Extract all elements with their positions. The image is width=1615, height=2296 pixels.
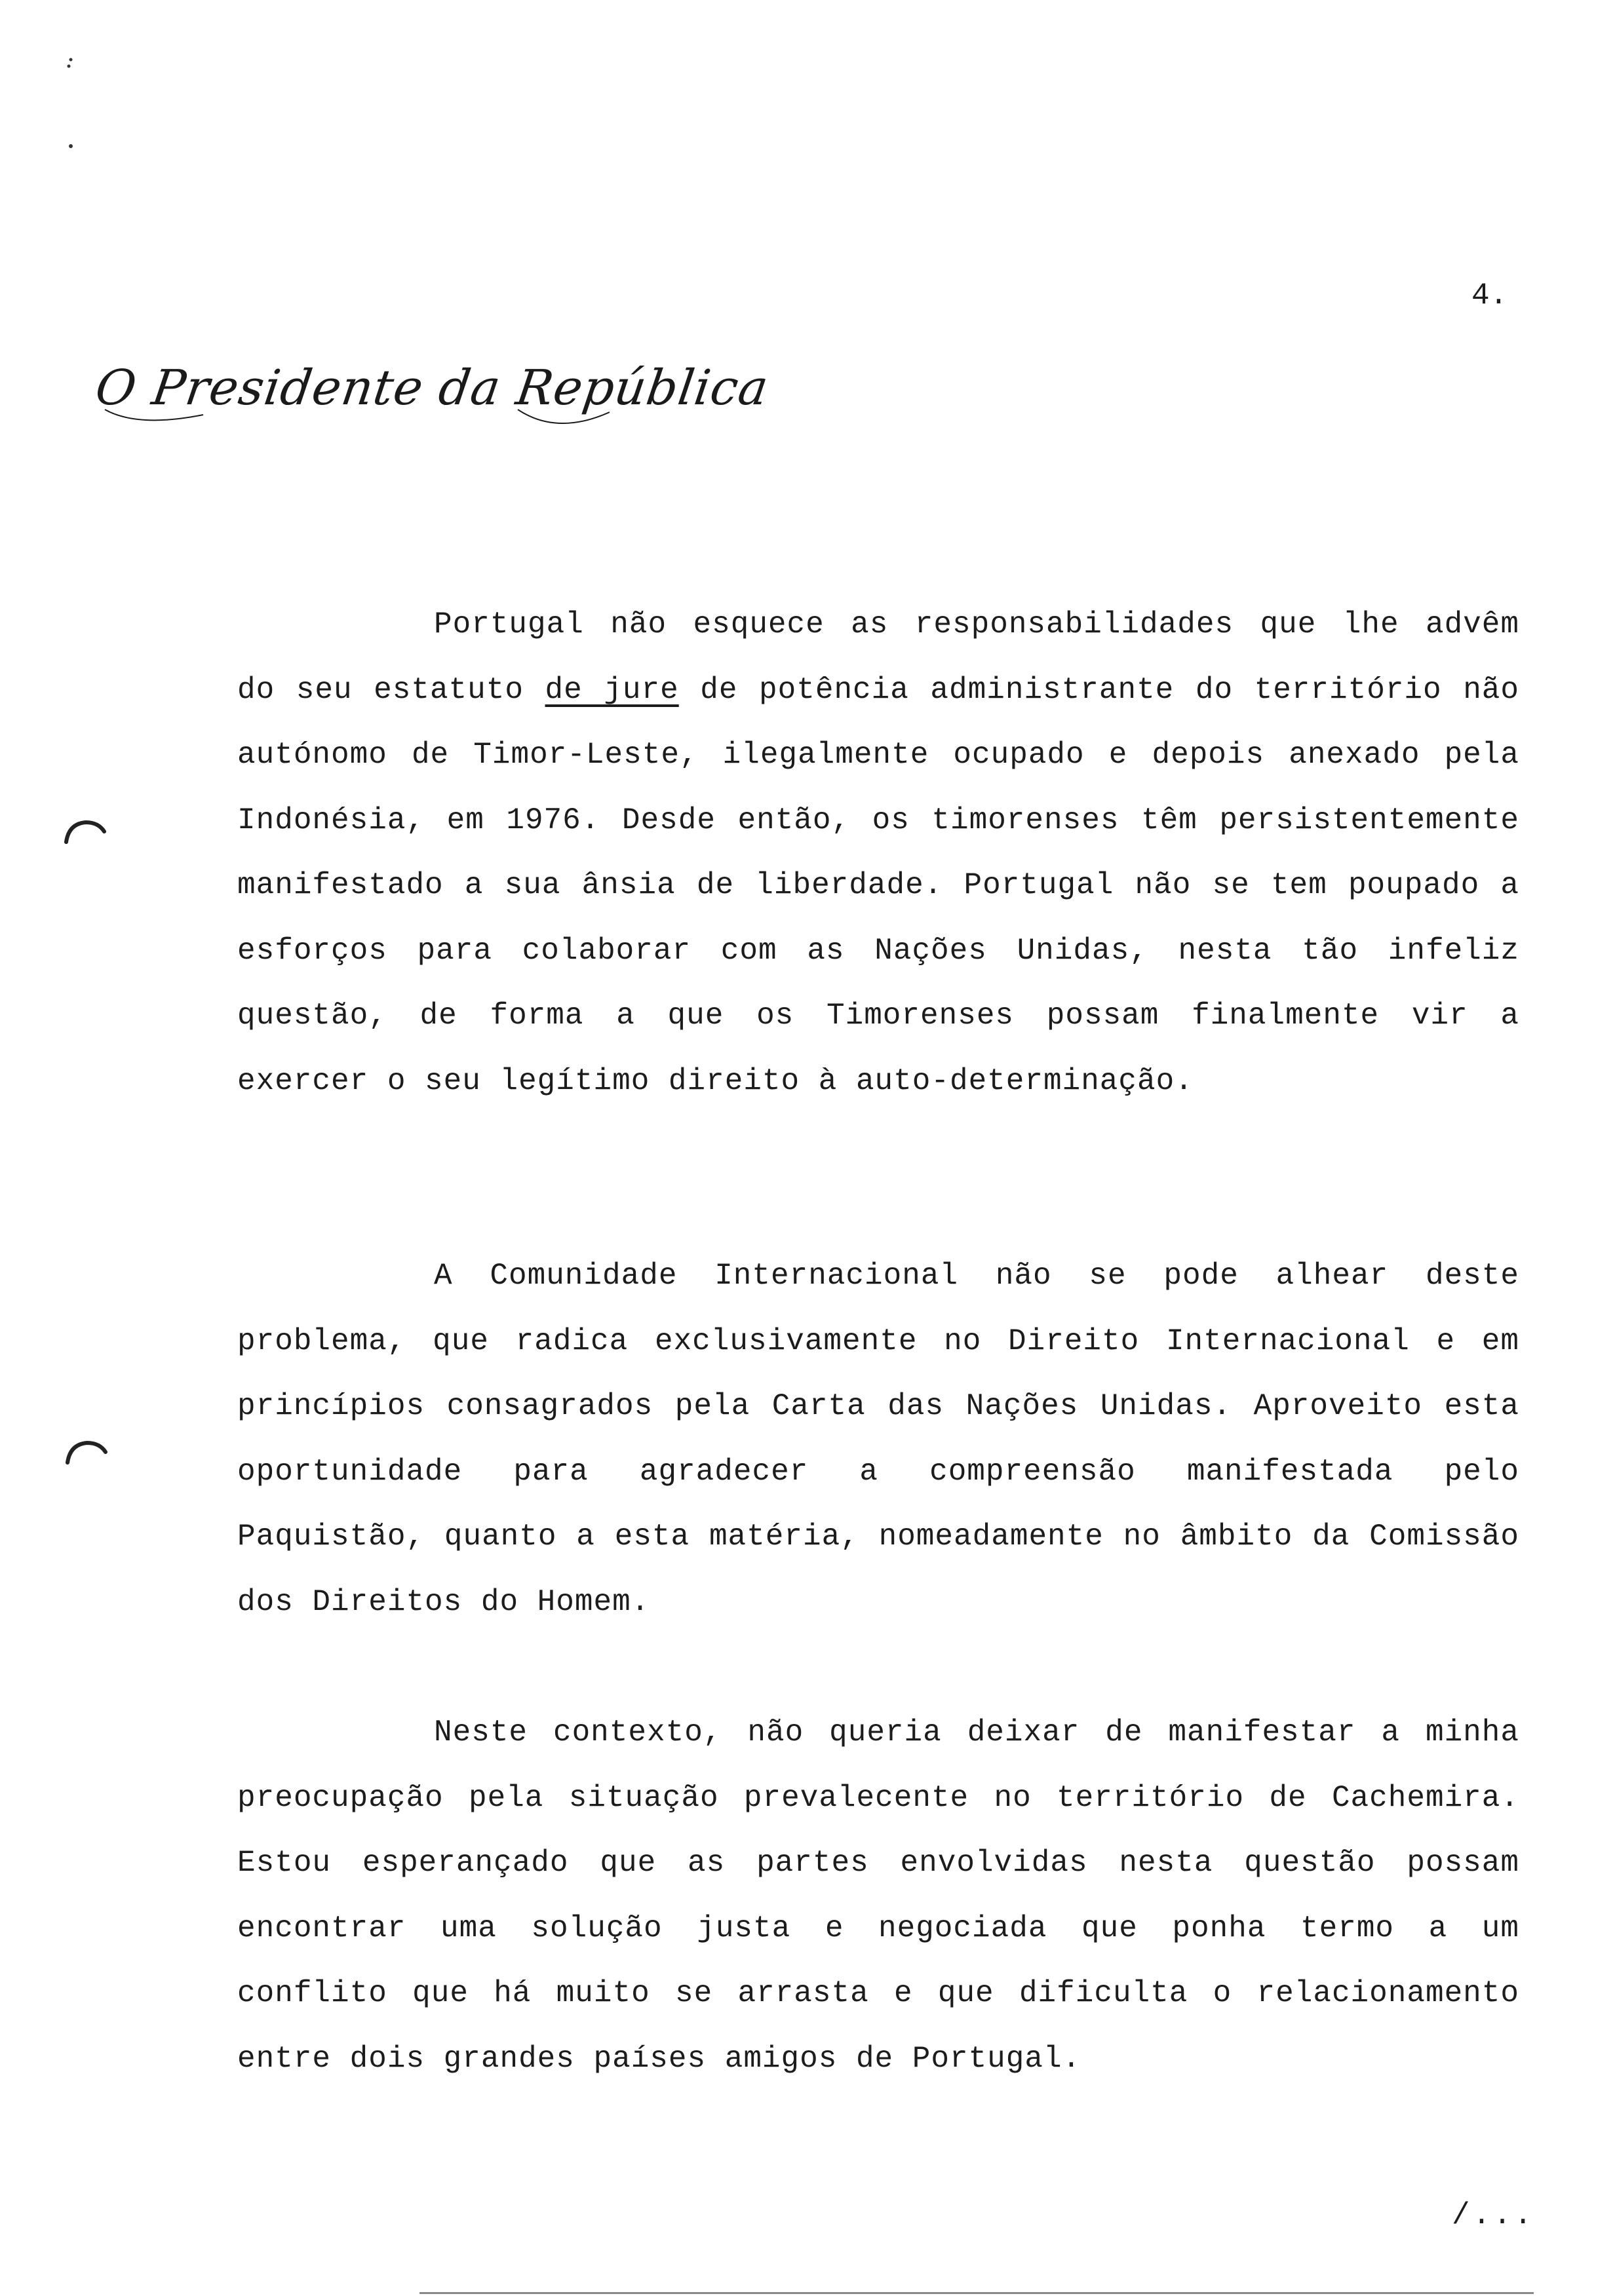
paragraph-text: Portugal não esquece as responsabilidades que lhe advêm do seu estatuto <box>237 607 1519 707</box>
paragraph-text: Neste contexto, não queria deixar de manifestar a minha preocupação pela situação prevalecente no território de Cachemira. Estou esperançado que as partes envolvidas nesta questão possam encontrar uma solução justa e negociada que ponha termo a um conflito que há muito se arrasta e que dificulta o relacionamento entre dois grandes países amigos de Portugal. <box>237 1715 1519 2076</box>
page-number: 4. <box>1471 278 1508 313</box>
scan-edge-line <box>419 2292 1534 2294</box>
paragraph-timor-leste <box>237 592 1519 1114</box>
scan-speck <box>68 143 75 151</box>
binder-hole-mark <box>64 1436 109 1469</box>
letterhead-script <box>92 344 773 442</box>
scan-speck <box>66 56 79 75</box>
paragraph-kashmir <box>237 1700 1519 2092</box>
svg-text:O Presidente da República: O Presidente da República <box>92 359 773 416</box>
continuation-marker: /... <box>1452 2198 1535 2232</box>
paragraph-international-community <box>237 1244 1519 1635</box>
paragraph-text: A Comunidade Internacional não se pode alhear deste problema, que radica exclusivamente no Direito Internacional e em princípios consagrados pela Carta das Nações Unidas. Aproveito esta oportunidade para agradecer a compreensão manifestada pelo Paquistão, quanto a esta matéria, nomeadamente no âmbito da Comissão dos Direitos do Homem. <box>237 1259 1519 1619</box>
underlined-term-de-jure: de jure <box>545 672 679 707</box>
paragraph-text: de potência administrante do território não autónomo de Timor-Leste, ilegalmente ocupado e depois anexado pela Indonésia, em 1976. Desde então, os timorenses têm persistentemente manifestado a sua ânsia de liberdade. Portugal não se tem poupado a esforços para colaborar com as Nações Unidas, nesta tão infeliz questão, de forma a que os Timorenses possam finalmente vir a exercer o seu legítimo direito à auto-determinação. <box>237 672 1520 1098</box>
binder-hole-mark <box>62 816 108 849</box>
